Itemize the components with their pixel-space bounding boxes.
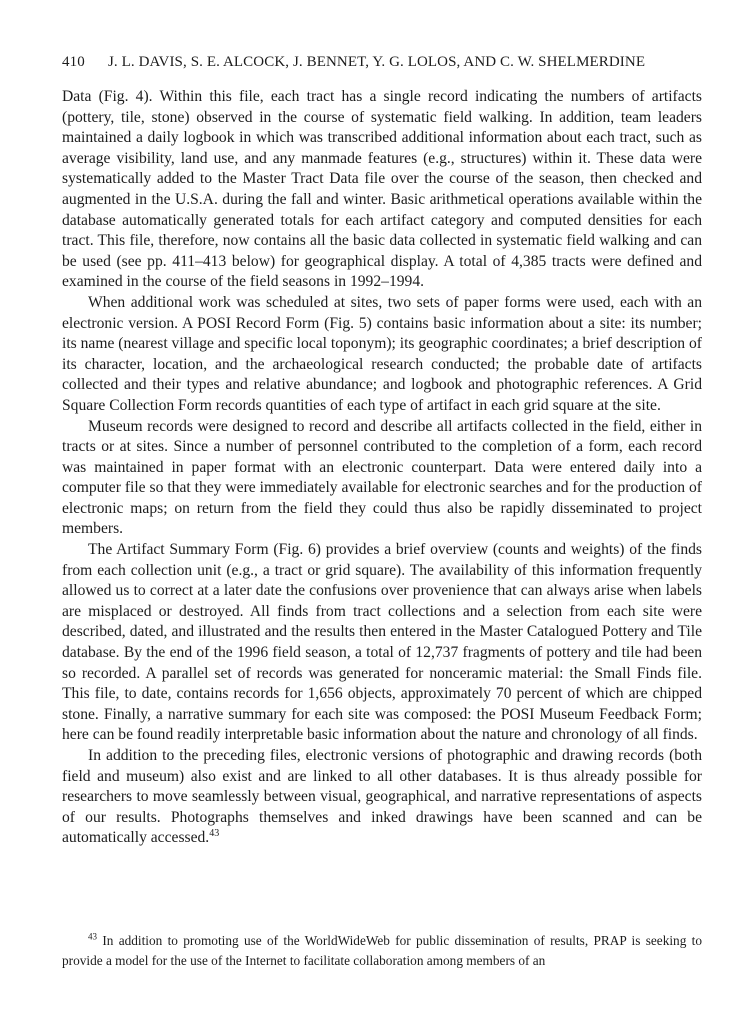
footnote-text: In addition to promoting use of the WorldWideWeb for public dissemination of results, PRAP is seeking to provide a model for the use of the Internet to facilitate collaboration among members of an — [62, 933, 702, 968]
footnote-number: 43 — [88, 931, 97, 942]
paragraph-5 — [62, 746, 702, 849]
body-text — [62, 87, 702, 849]
author-line: J. L. DAVIS, S. E. ALCOCK, J. BENNET, Y. G. LOLOS, AND C. W. SHELMERDINE — [108, 54, 646, 70]
page — [62, 52, 702, 849]
footnote — [62, 931, 702, 971]
running-head — [62, 52, 702, 72]
paragraph-4: The Artifact Summary Form (Fig. 6) provides a brief overview (counts and weights) of the finds from each collection unit (e.g., a tract or grid square). The availability of this information frequently allowed us to correct at a later date the confusions over provenience that can always arise when labels are misplaced or destroyed. All finds from tract collections and a selection from each site were described, dated, and illustrated and the results then entered in the Master Catalogued Pottery and Tile database. By the end of the 1996 field season, a total of 12,737 fragments of pottery and tile had been so recorded. A parallel set of records was generated for nonceramic material: the Small Finds file. This file, to date, contains records for 1,656 objects, approximately 70 percent of which are chipped stone. Finally, a narrative summary for each site was composed: the POSI Museum Feedback Form; here can be found readily interpretable basic information about the nature and chronology of all finds. — [62, 541, 702, 744]
footnote-reference[interactable]: 43 — [209, 828, 220, 840]
paragraph-3: Museum records were designed to record and describe all artifacts collected in the field, either in tracts or at sites. Since a number of personnel contributed to the completion of a form, each record was maintained in paper format with an electronic counterpart. Data were entered daily into a computer file so that they were immediately available for electronic searches and for the production of electronic maps; on return from the field they could thus also be rapidly disseminated to project members. — [62, 417, 702, 538]
paragraph-1: Data (Fig. 4). Within this file, each tract has a single record indicating the numbers of artifacts (pottery, tile, stone) observed in the course of systematic field walking. In addition, team leaders maintained a daily logbook in which was transcribed additional information about each tract, such as average visibility, land use, and any manmade features (e.g., structures) within it. These data were systematically added to the Master Tract Data file over the course of the season, then checked and augmented in the U.S.A. during the fall and winter. Basic arithmetical operations available within the database automatically generated totals for each artifact category and computed densities for each tract. This file, therefore, now contains all the basic data collected in systematic field walking and can be used (see pp. 411–413 below) for geographical display. A total of 4,385 tracts were defined and examined in the course of the field seasons in 1992–1994. — [62, 88, 702, 291]
paragraph-5-text: In addition to the preceding files, electronic versions of photographic and drawing records (both field and museum) also exist and are linked to all other databases. It is thus already possible for researchers to move seamlessly between visual, geographical, and narrative representations of aspects of our results. Photographs themselves and inked drawings have been scanned and can be automatically accessed. — [62, 747, 702, 847]
paragraph-2: When additional work was scheduled at sites, two sets of paper forms were used, each with an electronic version. A POSI Record Form (Fig. 5) contains basic information about a site: its number; its name (nearest village and specific local toponym); its geographic coordinates; a brief description of its character, location, and the archaeological research conducted; the probable date of artifacts collected and their types and relative abundance; and logbook and photographic references. A Grid Square Collection Form records quantities of each type of artifact in each grid square at the site. — [62, 293, 702, 414]
page-number: 410 — [62, 54, 85, 70]
